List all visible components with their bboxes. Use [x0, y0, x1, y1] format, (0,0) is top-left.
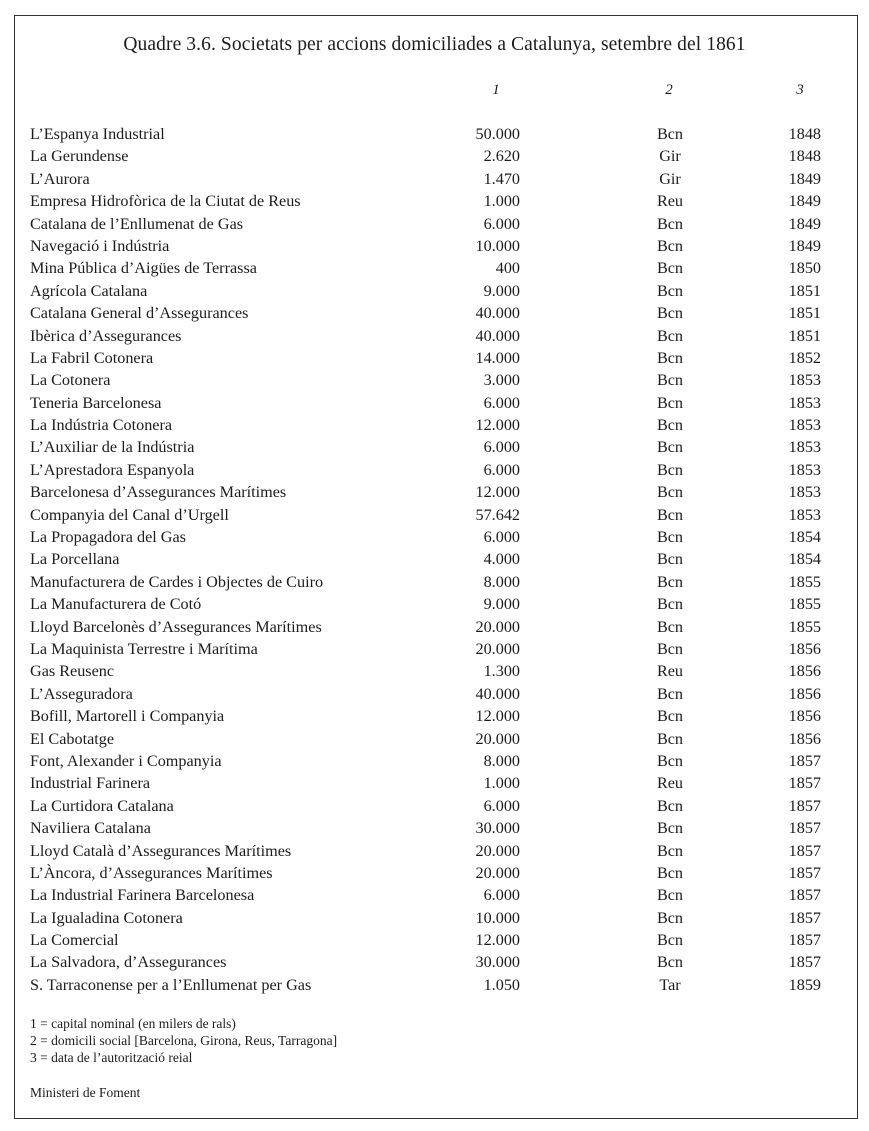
table-row [0, 170, 869, 192]
year-value: 1851 [788, 304, 821, 323]
company-name: La Comercial [30, 931, 119, 950]
table-row [0, 304, 869, 326]
company-name: Ibèrica d’Assegurances [30, 326, 182, 345]
table-row [0, 371, 869, 393]
domicile-value: Bcn [656, 707, 684, 726]
table-row [0, 931, 869, 953]
capital-value: 1.050 [483, 975, 520, 994]
company-name: La Maquinista Terrestre i Marítima [30, 639, 258, 658]
domicile-value: Bcn [656, 751, 684, 770]
year-value: 1857 [788, 796, 821, 815]
year-value: 1857 [788, 841, 821, 860]
table-row [0, 528, 869, 550]
company-name: L’Auxiliar de la Indústria [30, 438, 195, 457]
capital-value: 9.000 [483, 595, 520, 614]
capital-value: 20.000 [475, 617, 520, 636]
year-value: 1853 [788, 505, 821, 524]
domicile-value: Bcn [656, 281, 684, 300]
year-value: 1848 [788, 125, 821, 143]
capital-value: 50.000 [475, 125, 520, 143]
domicile-value: Bcn [656, 953, 684, 972]
table-row [0, 909, 869, 931]
capital-value: 20.000 [475, 841, 520, 860]
company-name: Empresa Hidrofòrica de la Ciutat de Reus [30, 192, 301, 211]
company-name: Agrícola Catalana [30, 281, 148, 300]
year-value: 1853 [788, 483, 821, 502]
domicile-value: Bcn [656, 438, 684, 457]
note-3: 3 = data de l’autorització reial [30, 1050, 193, 1065]
year-value: 1857 [788, 751, 821, 770]
capital-value: 40.000 [475, 326, 520, 345]
table-row [0, 842, 869, 864]
domicile-value: Tar [659, 975, 681, 994]
table-row [0, 550, 869, 572]
year-value: 1857 [788, 908, 821, 927]
domicile-value: Bcn [656, 460, 684, 479]
table-row [0, 215, 869, 237]
source-note: Ministeri de Foment [30, 1085, 141, 1100]
domicile-value: Bcn [656, 908, 684, 927]
capital-value: 1.000 [483, 774, 520, 793]
table-row [0, 819, 869, 841]
table-body [0, 125, 869, 998]
capital-value: 1.300 [483, 662, 520, 681]
table-row [0, 752, 869, 774]
year-value: 1849 [788, 236, 821, 255]
table-row [0, 685, 869, 707]
table-row [0, 416, 869, 438]
table-row [0, 595, 869, 617]
table-row [0, 461, 869, 483]
domicile-value: Bcn [656, 326, 684, 345]
domicile-value: Bcn [656, 572, 684, 591]
table-row [0, 394, 869, 416]
company-name: La Fabril Cotonera [30, 348, 154, 367]
company-name: Industrial Farinera [30, 774, 151, 793]
capital-value: 400 [495, 259, 520, 278]
domicile-value: Bcn [656, 236, 684, 255]
column-header-2: 2 [665, 82, 673, 98]
domicile-value: Bcn [656, 796, 684, 815]
domicile-value: Bcn [656, 214, 684, 233]
domicile-value: Bcn [656, 617, 684, 636]
company-name: Font, Alexander i Companyia [30, 751, 222, 770]
table-row [0, 349, 869, 371]
capital-value: 40.000 [475, 304, 520, 323]
year-value: 1855 [788, 572, 821, 591]
year-value: 1857 [788, 819, 821, 838]
domicile-value: Bcn [656, 416, 684, 435]
company-name: Mina Pública d’Aigües de Terrassa [30, 259, 257, 278]
company-name: Gas Reusenc [30, 662, 115, 681]
domicile-value: Bcn [656, 886, 684, 905]
company-name: S. Tarraconense per a l’Enllumenat per Gas [30, 975, 312, 994]
capital-value: 30.000 [475, 953, 520, 972]
table-row [0, 282, 869, 304]
company-name: L’Espanya Industrial [30, 125, 165, 143]
year-value: 1855 [788, 617, 821, 636]
year-value: 1851 [788, 281, 821, 300]
table-row [0, 147, 869, 169]
capital-value: 8.000 [483, 572, 520, 591]
column-header-1: 1 [492, 82, 500, 98]
company-name: Naviliera Catalana [30, 819, 151, 838]
capital-value: 12.000 [475, 416, 520, 435]
year-value: 1852 [788, 348, 821, 367]
table-row [0, 640, 869, 662]
year-value: 1857 [788, 863, 821, 882]
year-value: 1859 [788, 975, 821, 994]
company-name: La Gerundense [30, 147, 129, 166]
company-name: Navegació i Indústria [30, 236, 170, 255]
domicile-value: Bcn [656, 684, 684, 703]
table-row [0, 774, 869, 796]
domicile-value: Gir [659, 147, 681, 166]
capital-value: 6.000 [483, 886, 520, 905]
year-value: 1851 [788, 326, 821, 345]
capital-value: 6.000 [483, 438, 520, 457]
year-value: 1857 [788, 774, 821, 793]
table-row [0, 953, 869, 975]
year-value: 1853 [788, 371, 821, 390]
company-name: Companyia del Canal d’Urgell [30, 505, 229, 524]
domicile-value: Gir [659, 169, 681, 188]
year-value: 1857 [788, 886, 821, 905]
year-value: 1856 [788, 684, 821, 703]
company-name: La Propagadora del Gas [30, 528, 186, 547]
domicile-value: Reu [656, 192, 684, 211]
year-value: 1856 [788, 639, 821, 658]
year-value: 1849 [788, 214, 821, 233]
year-value: 1850 [788, 259, 821, 278]
domicile-value: Bcn [656, 304, 684, 323]
note-1: 1 = capital nominal (en milers de rals) [30, 1016, 236, 1031]
table-row [0, 506, 869, 528]
company-name: Teneria Barcelonesa [30, 393, 162, 412]
capital-value: 6.000 [483, 796, 520, 815]
table-row [0, 483, 869, 505]
table-title: Quadre 3.6. Societats per accions domiciliades a Catalunya, setembre del 1861 [123, 34, 746, 55]
year-value: 1856 [788, 729, 821, 748]
capital-value: 10.000 [475, 908, 520, 927]
domicile-value: Bcn [656, 931, 684, 950]
year-value: 1853 [788, 438, 821, 457]
company-name: Lloyd Català d’Assegurances Marítimes [30, 841, 292, 860]
year-value: 1849 [788, 192, 821, 211]
company-name: L’Asseguradora [30, 684, 133, 703]
table-row [0, 618, 869, 640]
company-name: L’Àncora, d’Assegurances Marítimes [30, 863, 273, 882]
company-name: La Cotonera [30, 371, 111, 390]
company-name: Catalana de l’Enllumenat de Gas [30, 214, 244, 233]
company-name: El Cabotatge [30, 729, 115, 748]
capital-value: 30.000 [475, 819, 520, 838]
domicile-value: Bcn [656, 393, 684, 412]
domicile-value: Bcn [656, 348, 684, 367]
capital-value: 14.000 [475, 348, 520, 367]
domicile-value: Bcn [656, 483, 684, 502]
domicile-value: Bcn [656, 729, 684, 748]
capital-value: 20.000 [475, 639, 520, 658]
company-name: L’Aurora [30, 169, 90, 188]
domicile-value: Reu [656, 662, 684, 681]
capital-value: 2.620 [483, 147, 520, 166]
year-value: 1849 [788, 169, 821, 188]
domicile-value: Bcn [656, 595, 684, 614]
year-value: 1855 [788, 595, 821, 614]
table-row [0, 573, 869, 595]
table-row [0, 707, 869, 729]
capital-value: 8.000 [483, 751, 520, 770]
table-row [0, 192, 869, 214]
year-value: 1856 [788, 707, 821, 726]
domicile-value: Bcn [656, 125, 684, 143]
capital-value: 57.642 [475, 505, 520, 524]
table-row [0, 125, 869, 147]
capital-value: 12.000 [475, 931, 520, 950]
year-value: 1853 [788, 416, 821, 435]
company-name: La Indústria Cotonera [30, 416, 173, 435]
capital-value: 6.000 [483, 393, 520, 412]
domicile-value: Bcn [656, 841, 684, 860]
capital-value: 40.000 [475, 684, 520, 703]
year-value: 1857 [788, 953, 821, 972]
domicile-value: Bcn [656, 819, 684, 838]
company-name: La Igualadina Cotonera [30, 908, 183, 927]
capital-value: 12.000 [475, 707, 520, 726]
capital-value: 20.000 [475, 729, 520, 748]
year-value: 1854 [788, 528, 821, 547]
domicile-value: Bcn [656, 550, 684, 569]
table-row [0, 662, 869, 684]
company-name: La Porcellana [30, 550, 120, 569]
capital-value: 1.470 [483, 169, 520, 188]
capital-value: 12.000 [475, 483, 520, 502]
table-row [0, 237, 869, 259]
company-name: La Industrial Farinera Barcelonesa [30, 886, 255, 905]
capital-value: 1.000 [483, 192, 520, 211]
capital-value: 6.000 [483, 460, 520, 479]
company-name: Manufacturera de Cardes i Objectes de Cuiro [30, 572, 324, 591]
table-row [0, 730, 869, 752]
year-value: 1857 [788, 931, 821, 950]
table-row [0, 797, 869, 819]
column-header-3: 3 [796, 82, 804, 98]
capital-value: 4.000 [483, 550, 520, 569]
domicile-value: Bcn [656, 505, 684, 524]
table-row [0, 327, 869, 349]
domicile-value: Bcn [656, 863, 684, 882]
company-name: La Manufacturera de Cotó [30, 595, 202, 614]
notes [30, 1015, 337, 1066]
domicile-value: Bcn [656, 371, 684, 390]
company-name: Barcelonesa d’Assegurances Marítimes [30, 483, 287, 502]
domicile-value: Bcn [656, 528, 684, 547]
table-row [0, 886, 869, 908]
year-value: 1853 [788, 460, 821, 479]
year-value: 1856 [788, 662, 821, 681]
capital-value: 6.000 [483, 528, 520, 547]
company-name: Catalana General d’Assegurances [30, 304, 249, 323]
note-2: 2 = domicili social [Barcelona, Girona, Reus, Tarragona] [30, 1033, 338, 1048]
capital-value: 9.000 [483, 281, 520, 300]
year-value: 1854 [788, 550, 821, 569]
domicile-value: Reu [656, 774, 684, 793]
table-row [0, 438, 869, 460]
year-value: 1848 [788, 147, 821, 166]
capital-value: 10.000 [475, 236, 520, 255]
domicile-value: Bcn [656, 639, 684, 658]
capital-value: 6.000 [483, 214, 520, 233]
table-row [0, 259, 869, 281]
company-name: Lloyd Barcelonès d’Assegurances Marítimes [30, 617, 322, 636]
table-row [0, 864, 869, 886]
company-name: La Curtidora Catalana [30, 796, 174, 815]
capital-value: 3.000 [483, 371, 520, 390]
company-name: La Salvadora, d’Assegurances [30, 953, 227, 972]
capital-value: 20.000 [475, 863, 520, 882]
table-row [0, 976, 869, 998]
domicile-value: Bcn [656, 259, 684, 278]
company-name: L’Aprestadora Espanyola [30, 460, 195, 479]
company-name: Bofill, Martorell i Companyia [30, 707, 225, 726]
year-value: 1853 [788, 393, 821, 412]
